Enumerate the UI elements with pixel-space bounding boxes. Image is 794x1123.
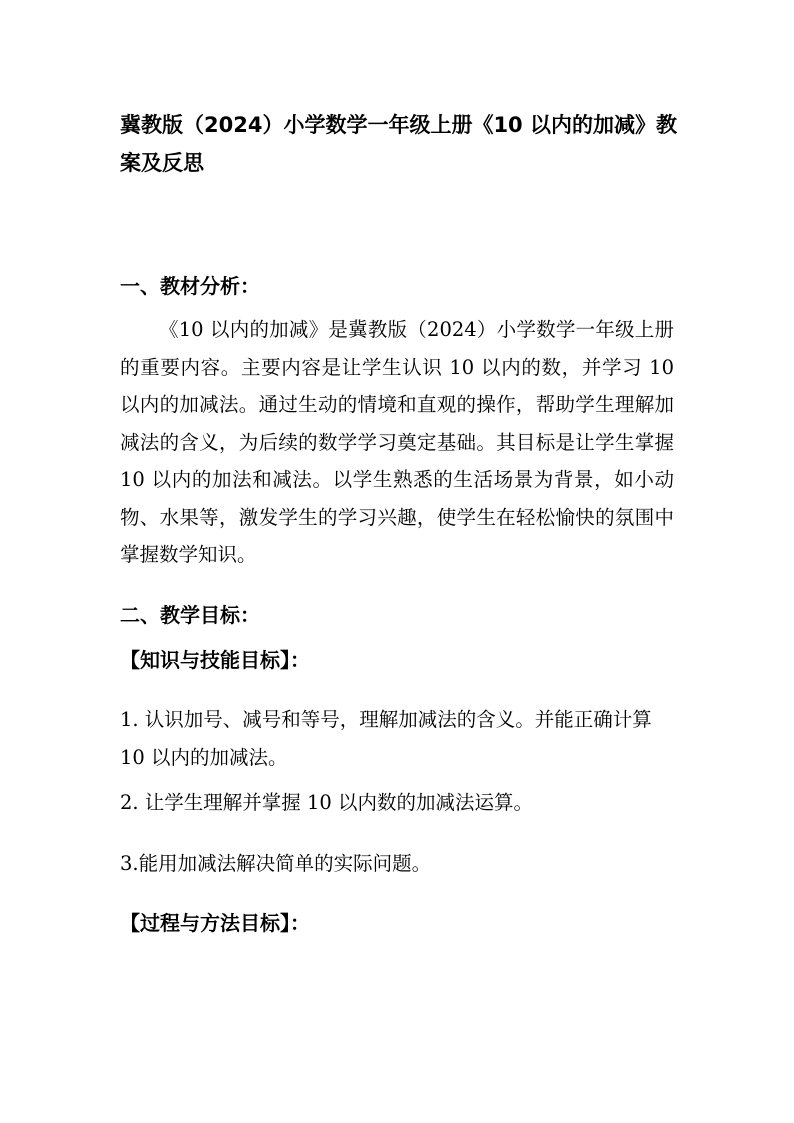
goal-item-3: 3.能用加减法解决简单的实际问题。 bbox=[120, 852, 432, 875]
document-title: 冀教版（2024）小学数学一年级上册《10 以内的加减》教案及反思 bbox=[120, 113, 677, 175]
textbook-analysis-paragraph: 《10 以内的加减》是冀教版（2024）小学数学一年级上册的重要内容。主要内容是让学生认识 10 以内的数，并学习 10 以内的加减法。通过生动的情境和直观的操作，帮助学生理解加减法的含义，为后续的数学学习奠定基础。其目标是让学生掌握 10 以内的加法和减法。以学生熟悉的生活场景为背景，如小动物、水果等，激发学生的学习兴趣，使学生在轻松愉快的氛围中掌握数学知识。 bbox=[120, 318, 674, 566]
goal-item-2: 2. 让学生理解并掌握 10 以内数的加减法运算。 bbox=[120, 791, 534, 814]
section-heading-textbook-analysis: 一、教材分析： bbox=[120, 274, 260, 298]
section-heading-teaching-goals: 二、教学目标： bbox=[120, 603, 260, 627]
subheading-knowledge-skills-goals: 【知识与技能目标】： bbox=[120, 648, 310, 672]
goal-item-1: 1. 认识加号、减号和等号，理解加减法的含义。并能正确计算 10 以内的加减法。 bbox=[120, 708, 652, 769]
subheading-process-method-goals: 【过程与方法目标】： bbox=[120, 911, 310, 935]
